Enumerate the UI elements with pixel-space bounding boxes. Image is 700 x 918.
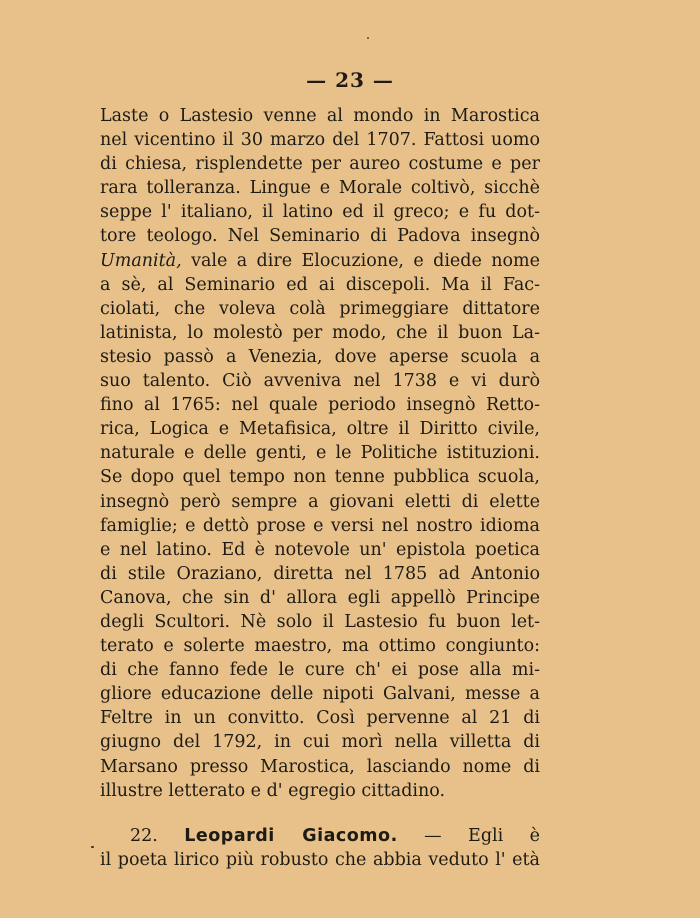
paper-speck: [367, 37, 369, 39]
text-line: naturale e delle genti, e le Politiche istituzioni.: [100, 443, 540, 464]
text-line: e nel latino. Ed è notevole un' epistola poetica: [100, 539, 540, 560]
text-line: Marsano presso Marostica, lasciando nome di: [100, 756, 540, 777]
text-line: nel vicentino il 30 marzo del 1707. Fattosi uomo: [100, 130, 540, 151]
text-line: gliore educazione delle nipoti Galvani, messe a: [100, 684, 540, 705]
text-line: giugno del 1792, in cui morì nella villetta di: [100, 732, 540, 753]
text-line: seppe l' italiano, il latino ed il greco; e fu dot-: [100, 202, 540, 223]
text-line: Canova, che sin d' allora egli appellò Principe: [100, 587, 540, 608]
text-line: insegnò però sempre a giovani eletti di elette: [100, 491, 540, 512]
text-line: latinista, lo molestò per modo, che il buon La-: [100, 322, 540, 343]
entry-leopardi: [100, 824, 540, 872]
text-line: illustre letterato e d' egregio cittadino.: [100, 780, 446, 801]
text-line: Feltre in un convitto. Così pervenne al 21 di: [100, 708, 540, 729]
text-line: di stile Oraziano, diretta nel 1785 ad Antonio: [100, 563, 540, 584]
text-line: Laste o Lastesio venne al mondo in Marostica: [100, 106, 540, 126]
biography-paragraph: [100, 104, 540, 803]
text-line: tore teologo. Nel Seminario di Padova insegnò: [100, 226, 540, 247]
text-line: rara tolleranza. Lingue e Morale coltivò, sicchè: [100, 178, 540, 199]
entry-first-line-rest: — Egli è: [424, 826, 540, 846]
text-line: suo talento. Ciò avveniva nel 1738 e vi durò: [100, 371, 540, 392]
entry-number: 22.: [130, 826, 158, 846]
entry-name: Leopardi Giacomo.: [184, 826, 398, 846]
text-line: Se dopo quel tempo non tenne pubblica scuola,: [100, 467, 540, 488]
page-number: — 23 —: [306, 68, 394, 92]
text-line: di chiesa, risplendette per aureo costume e per: [100, 154, 540, 175]
margin-dot: [91, 846, 94, 848]
text-line: stesio passò a Venezia, dove aperse scuola a: [100, 346, 540, 367]
text-line: di che fanno fede le cure ch' ei pose alla mi-: [100, 660, 540, 681]
text-line: degli Scultori. Nè solo il Lastesio fu buon let-: [100, 611, 540, 632]
text-line: ciolati, che voleva colà primeggiare dittatore: [100, 298, 540, 319]
text-line: fino al 1765: nel quale periodo insegnò Retto-: [100, 395, 540, 416]
text-line: a sè, al Seminario ed ai discepoli. Ma il Fac-: [100, 274, 540, 295]
line-rest: vale a dire Elocuzione, e diede nome: [181, 250, 540, 271]
text-line: [100, 249, 540, 273]
text-line: rica, Logica e Metafisica, oltre il Diritto civile,: [100, 419, 540, 440]
entry-second-line: il poeta lirico più robusto che abbia veduto l' età: [100, 850, 540, 871]
entry-heading-line: [100, 824, 540, 848]
italic-word: Umanità,: [100, 250, 182, 271]
text-line: famiglie; e dettò prose e versi nel nostro idioma: [100, 515, 540, 536]
text-line: terato e solerte maestro, ma ottimo congiunto:: [100, 636, 540, 657]
